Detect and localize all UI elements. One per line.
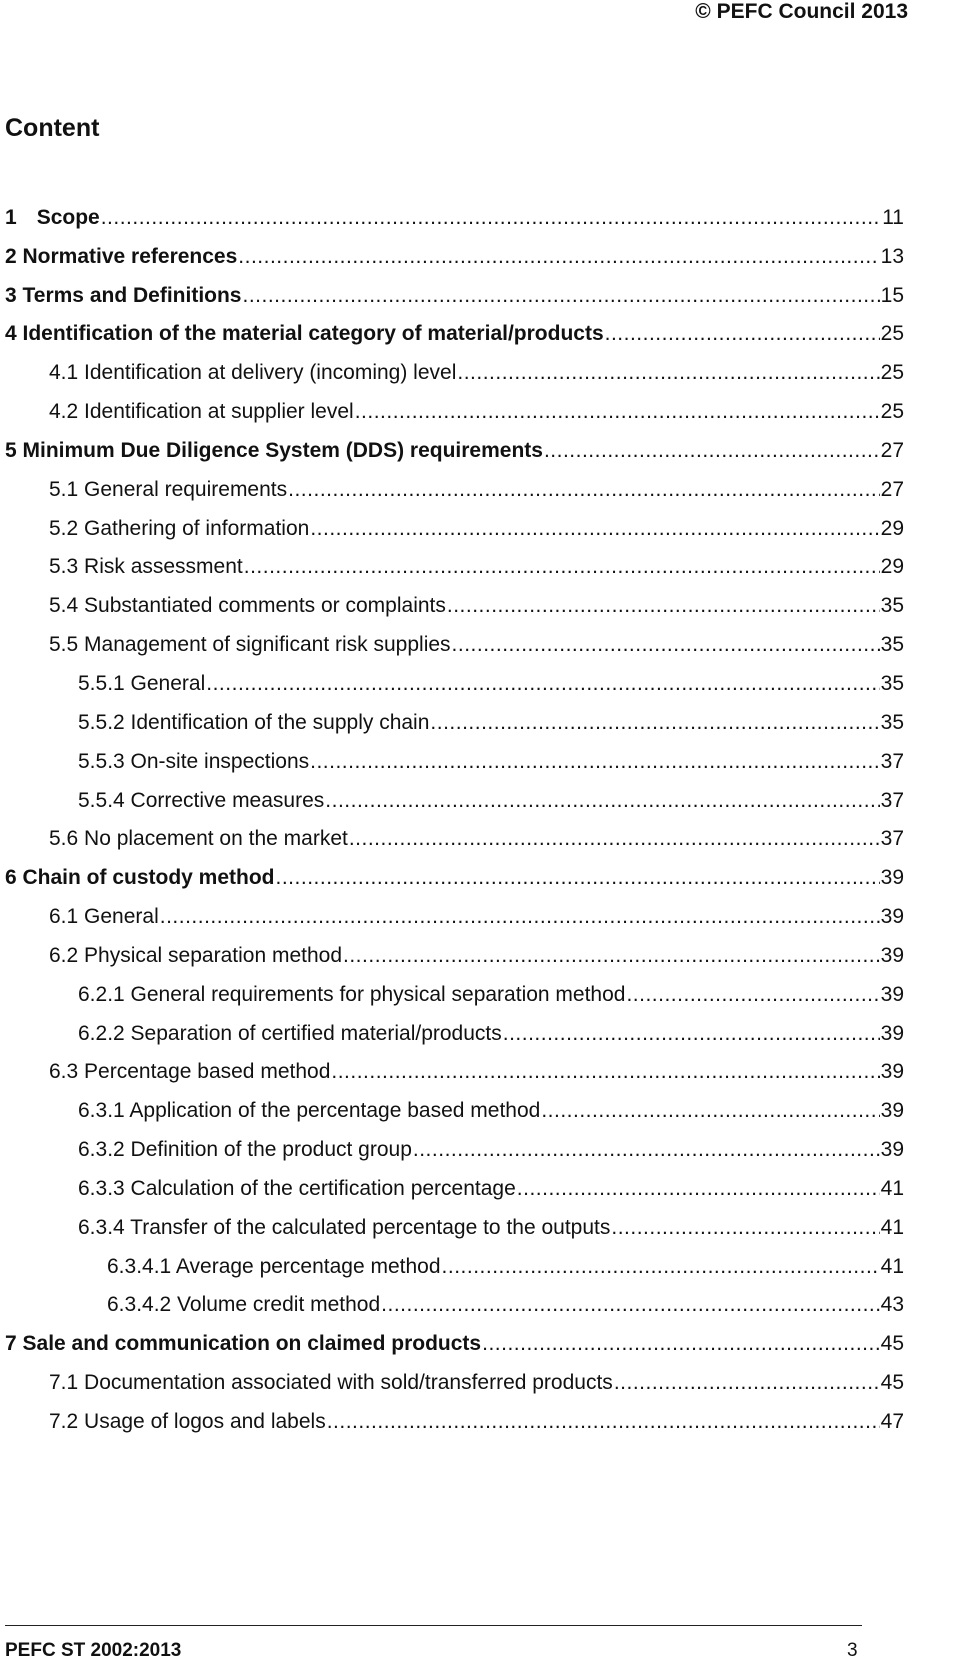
toc-entry-page: 39 — [880, 1138, 904, 1162]
toc-entry-title — [78, 672, 205, 696]
toc-entry-title — [49, 361, 456, 385]
toc-entry-title — [107, 1255, 441, 1279]
toc-entry-label: 6.2 Physical separation method — [49, 943, 343, 967]
toc-entry-title — [5, 284, 242, 308]
toc-entry-label: 5.4 Substantiated comments or complaints — [49, 594, 446, 618]
toc-entry-title — [78, 750, 309, 774]
toc-entry[interactable] — [5, 696, 904, 735]
toc-entry[interactable] — [5, 463, 904, 502]
toc-dot-leader — [503, 1022, 880, 1046]
toc-entry-title — [49, 594, 446, 618]
toc-dot-leader — [626, 983, 879, 1007]
toc-entry-page: 45 — [880, 1332, 904, 1356]
toc-entry-label: 6.2.2 Separation of certified material/products — [78, 1021, 502, 1045]
toc-dot-leader — [243, 284, 880, 308]
table-of-contents — [5, 191, 904, 1434]
toc-entry-title — [5, 322, 604, 346]
toc-entry-title — [5, 206, 100, 230]
toc-dot-leader — [244, 555, 880, 579]
toc-dot-leader — [442, 1255, 880, 1279]
toc-entry-page: 37 — [880, 749, 904, 773]
toc-entry-title — [5, 1332, 481, 1356]
toc-entry-title — [49, 478, 287, 502]
page-heading: Content — [5, 114, 100, 142]
toc-entry-label: 6.3.1 Application of the percentage based method — [78, 1099, 541, 1123]
toc-entry-title — [49, 1371, 613, 1395]
toc-entry[interactable] — [5, 851, 904, 890]
toc-entry-label: 5.5 Management of significant risk supplies — [49, 633, 451, 657]
toc-entry-title — [49, 633, 451, 657]
toc-entry-label: 5.5.4 Corrective measures — [78, 788, 325, 812]
toc-entry[interactable] — [5, 657, 904, 696]
toc-entry[interactable] — [5, 968, 904, 1007]
toc-entry[interactable] — [5, 1317, 904, 1356]
toc-entry-page: 15 — [880, 283, 904, 307]
toc-dot-leader — [160, 905, 880, 929]
toc-entry-page: 29 — [880, 555, 904, 579]
toc-entry-page: 25 — [880, 322, 904, 346]
toc-entry-title — [78, 1177, 516, 1201]
toc-entry[interactable] — [5, 1046, 904, 1085]
toc-entry[interactable] — [5, 813, 904, 852]
toc-entry-title — [49, 827, 348, 851]
header-copyright: © PEFC Council 2013 — [695, 0, 908, 23]
toc-dot-leader — [101, 206, 881, 230]
toc-entry[interactable] — [5, 1123, 904, 1162]
toc-entry-page: 27 — [880, 477, 904, 501]
toc-entry-page: 35 — [880, 710, 904, 734]
toc-entry-page: 41 — [880, 1254, 904, 1278]
toc-entry-title — [49, 1410, 326, 1434]
toc-entry-page: 37 — [880, 827, 904, 851]
toc-dot-leader — [331, 1060, 879, 1084]
toc-entry-label: 5.1 General requirements — [49, 477, 288, 501]
toc-entry-label: 7 Sale and communication on claimed products — [5, 1332, 482, 1356]
toc-entry-page: 35 — [880, 633, 904, 657]
toc-entry[interactable] — [5, 1240, 904, 1279]
toc-entry-page: 13 — [880, 244, 904, 268]
toc-entry-number: 1 — [5, 205, 17, 229]
toc-entry[interactable] — [5, 1084, 904, 1123]
toc-dot-leader — [605, 322, 880, 346]
toc-entry-title — [78, 1216, 610, 1240]
footer-doc-id: PEFC ST 2002:2013 — [5, 1640, 182, 1661]
toc-dot-leader — [349, 827, 880, 851]
toc-dot-leader — [355, 400, 880, 424]
toc-entry-page: 47 — [880, 1410, 904, 1433]
toc-entry-page: 43 — [880, 1293, 904, 1317]
toc-entry[interactable] — [5, 308, 904, 347]
toc-entry-label: 5.5.1 General — [78, 671, 206, 695]
toc-entry-title — [49, 400, 354, 424]
toc-entry-title — [5, 439, 543, 463]
toc-entry-page: 35 — [880, 594, 904, 618]
toc-entry-page: 39 — [880, 1021, 904, 1045]
toc-entry-label: 7.1 Documentation associated with sold/transferred products — [49, 1371, 613, 1395]
toc-entry-title — [49, 1060, 330, 1084]
toc-entry-page: 39 — [880, 1099, 904, 1123]
toc-entry[interactable] — [5, 230, 904, 269]
toc-entry-title — [78, 789, 324, 813]
toc-entry[interactable] — [5, 346, 904, 385]
toc-dot-leader — [614, 1371, 880, 1395]
toc-entry-page: 39 — [880, 1060, 904, 1084]
toc-entry[interactable] — [5, 1279, 904, 1318]
toc-entry-title — [78, 1138, 412, 1162]
toc-entry-label: 2 Normative references — [5, 244, 238, 268]
toc-entry-title — [49, 905, 159, 929]
toc-dot-leader — [276, 866, 880, 890]
footer-page-number: 3 — [847, 1640, 858, 1661]
toc-dot-leader — [430, 711, 879, 735]
toc-dot-leader — [381, 1293, 879, 1317]
toc-entry-page: 37 — [880, 788, 904, 812]
toc-entry[interactable] — [5, 541, 904, 580]
toc-entry-label: 6.3 Percentage based method — [49, 1060, 331, 1084]
toc-entry-page: 35 — [880, 671, 904, 695]
toc-entry[interactable] — [5, 502, 904, 541]
toc-entry-label: 5.5.3 On-site inspections — [78, 749, 310, 773]
toc-entry-page: 41 — [880, 1215, 904, 1239]
toc-dot-leader — [310, 750, 880, 774]
toc-dot-leader — [310, 517, 879, 541]
toc-entry-title — [49, 517, 309, 541]
toc-entry[interactable] — [5, 890, 904, 929]
toc-entry-label: 6.2.1 General requirements for physical separation method — [78, 982, 626, 1006]
toc-entry-label: 4.2 Identification at supplier level — [49, 400, 354, 424]
toc-entry-label: 6.3.4.1 Average percentage method — [107, 1254, 441, 1278]
toc-dot-leader — [611, 1216, 879, 1240]
toc-entry-page: 39 — [880, 982, 904, 1006]
toc-dot-leader — [541, 1099, 879, 1123]
toc-entry[interactable] — [5, 1007, 904, 1046]
toc-dot-leader — [413, 1138, 880, 1162]
toc-dot-leader — [457, 361, 879, 385]
toc-entry-page: 25 — [880, 400, 904, 424]
toc-entry-label: 6.3.4 Transfer of the calculated percentage to the outputs — [78, 1215, 611, 1239]
toc-entry[interactable] — [5, 579, 904, 618]
toc-entry-label: 6 Chain of custody method — [5, 866, 275, 890]
toc-entry-page: 29 — [880, 516, 904, 540]
toc-entry-label: 4.1 Identification at delivery (incoming) level — [49, 361, 457, 385]
toc-entry[interactable] — [5, 1395, 904, 1434]
toc-entry[interactable] — [5, 424, 904, 463]
toc-entry-page: 39 — [880, 943, 904, 967]
toc-entry[interactable] — [5, 774, 904, 813]
toc-entry-page: 11 — [882, 205, 904, 229]
toc-entry-title — [5, 866, 275, 890]
toc-entry[interactable] — [5, 929, 904, 968]
toc-dot-leader — [517, 1177, 880, 1201]
toc-dot-leader — [206, 672, 879, 696]
toc-entry[interactable] — [5, 191, 904, 230]
toc-entry[interactable] — [5, 269, 904, 308]
toc-entry-label: 5 Minimum Due Diligence System (DDS) requirements — [5, 438, 543, 462]
toc-entry-title — [107, 1293, 380, 1317]
toc-dot-leader — [447, 594, 880, 618]
toc-entry-title — [5, 245, 237, 269]
toc-entry-label: 7.2 Usage of logos and labels — [49, 1410, 326, 1433]
toc-entry[interactable] — [5, 618, 904, 657]
toc-dot-leader — [288, 478, 880, 502]
toc-dot-leader — [327, 1410, 880, 1434]
toc-dot-leader — [452, 633, 880, 657]
toc-dot-leader — [238, 245, 879, 269]
toc-entry-label: 6.1 General — [49, 905, 159, 929]
toc-entry-label: 4 Identification of the material category of material/products — [5, 322, 604, 346]
toc-dot-leader — [544, 439, 880, 463]
toc-entry-page: 25 — [880, 361, 904, 385]
toc-entry[interactable] — [5, 385, 904, 424]
toc-dot-leader — [325, 789, 879, 813]
toc-entry-title — [78, 1099, 540, 1123]
toc-entry-page: 39 — [880, 905, 904, 929]
toc-entry-label: 6.3.2 Definition of the product group — [78, 1138, 412, 1162]
toc-entry-label: 5.2 Gathering of information — [49, 516, 310, 540]
toc-entry[interactable] — [5, 735, 904, 774]
toc-entry-label: Scope — [36, 205, 100, 229]
toc-entry[interactable] — [5, 1201, 904, 1240]
toc-entry[interactable] — [5, 1356, 904, 1395]
toc-entry-title — [78, 711, 429, 735]
toc-entry-label: 5.6 No placement on the market — [49, 827, 348, 851]
toc-dot-leader — [343, 944, 880, 968]
toc-entry-page: 39 — [880, 866, 904, 890]
toc-entry-label: 6.3.4.2 Volume credit method — [107, 1293, 381, 1317]
toc-entry-page: 41 — [880, 1176, 904, 1200]
toc-dot-leader — [482, 1332, 880, 1356]
toc-entry-title — [49, 555, 243, 579]
toc-entry-page: 27 — [880, 438, 904, 462]
toc-entry-page: 45 — [880, 1371, 904, 1395]
toc-entry[interactable] — [5, 1162, 904, 1201]
toc-entry-label: 3 Terms and Definitions — [5, 283, 242, 307]
toc-entry-label: 5.5.2 Identification of the supply chain — [78, 710, 430, 734]
footer-divider — [5, 1625, 862, 1626]
toc-entry-title — [78, 1022, 502, 1046]
toc-entry-label: 5.3 Risk assessment — [49, 555, 243, 579]
toc-entry-label: 6.3.3 Calculation of the certification percentage — [78, 1176, 516, 1200]
toc-entry-title — [78, 983, 625, 1007]
toc-entry-title — [49, 944, 342, 968]
